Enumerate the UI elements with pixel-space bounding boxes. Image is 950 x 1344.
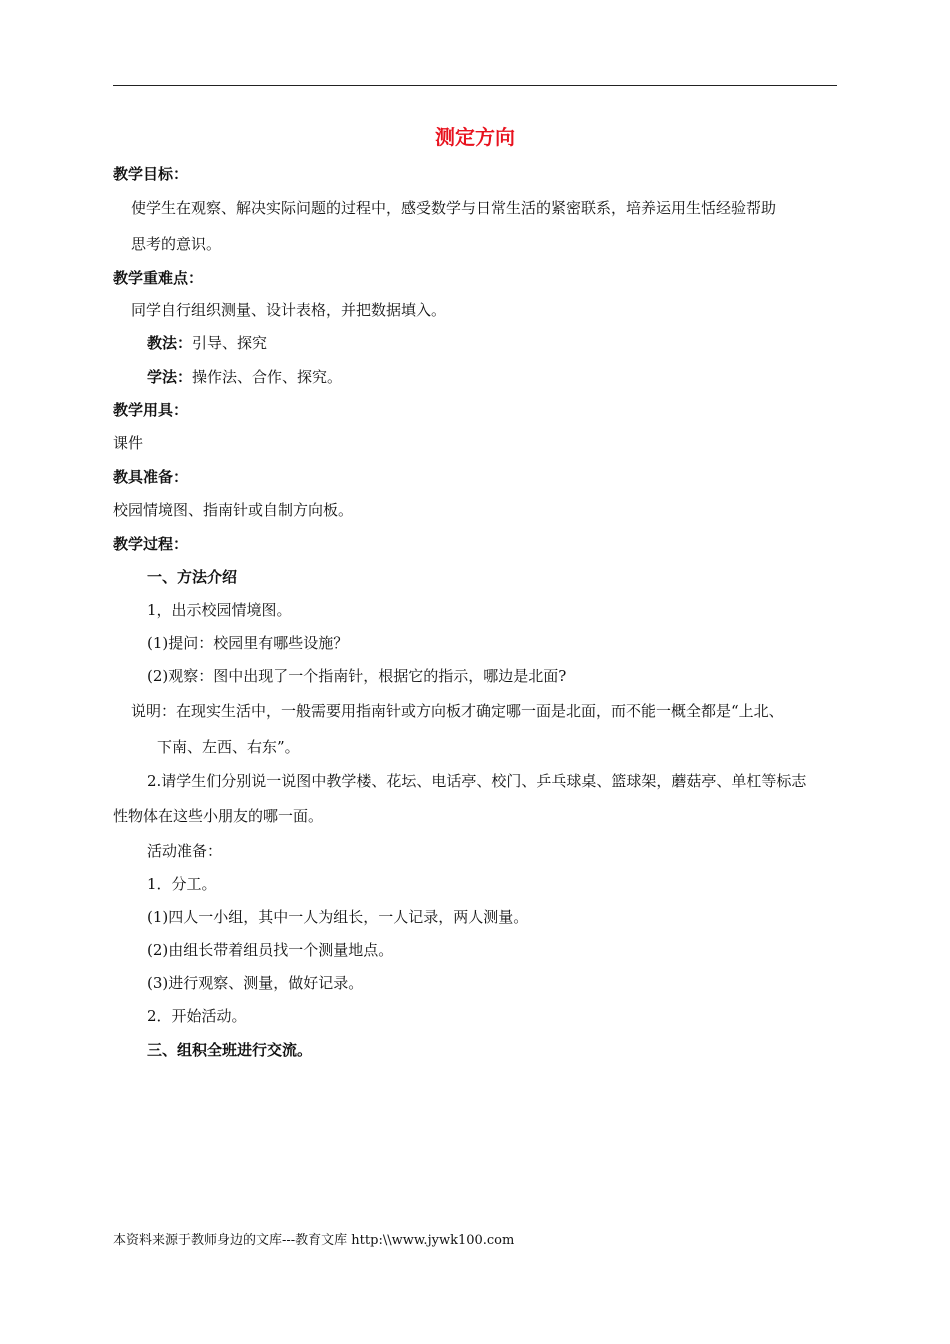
header-rule — [113, 85, 837, 86]
tools-heading: 教学用具： — [113, 401, 189, 419]
process-note-line1: 说明：在现实生活中，一般需要用指南针或方向板才确定哪一面是北面，而不能一概全都是“上北、 — [131, 702, 784, 720]
process-note-line2: 下南、左西、右东”。 — [157, 738, 300, 756]
activity-item1-sub1: (1)四人一小组，其中一人为组长，一人记录，两人测量。 — [147, 908, 529, 926]
process-question2: (2)观察：图中出现了一个指南针，根据它的指示，哪边是北面? — [147, 667, 567, 685]
document-title: 测定方向 — [435, 125, 515, 149]
key-heading: 教学重难点： — [113, 269, 204, 287]
activity-item1: 1．分工。 — [147, 875, 217, 893]
study-method — [147, 367, 342, 387]
study-method-label: 学法： — [147, 368, 193, 386]
process-heading: 教学过程： — [113, 535, 189, 553]
teaching-method-text: 引导、探究 — [192, 334, 268, 352]
goal-text-line1: 使学生在观察、解决实际问题的过程中，感受数学与日常生活的紧密联系，培养运用生恬经验帮助 — [131, 199, 777, 217]
activity-item1-sub2: (2)由组长带着组员找一个测量地点。 — [147, 941, 394, 959]
teaching-method-label: 教法： — [147, 334, 193, 352]
activity-item1-sub3: (3)进行观察、测量，做好记录。 — [147, 974, 364, 992]
process-part3: 三、组积全班进行交流。 — [147, 1041, 313, 1059]
process-question1: (1)提问：校园里有哪些设施？ — [147, 634, 349, 652]
prep-text: 校园情境图、指南针或自制方向板。 — [113, 501, 354, 519]
process-step2-line1: 2.请学生们分别说一说图中教学楼、花坛、电话亭、校门、乒乓球桌、篮球架，蘑菇亭、单杠等标志 — [147, 772, 807, 790]
goal-heading: 教学目标： — [113, 165, 189, 183]
process-part1: 一、方法介绍 — [147, 568, 238, 586]
activity-heading: 活动准备： — [147, 842, 223, 860]
activity-item2: 2．开始活动。 — [147, 1007, 247, 1025]
process-step1: 1，出示校园情境图。 — [147, 601, 292, 619]
goal-text-line2: 思考的意识。 — [131, 235, 222, 253]
study-method-text: 操作法、合作、探究。 — [192, 368, 343, 386]
footer-source: 本资料来源于教师身边的文库---教育文库 http:\\www.jywk100.com — [113, 1233, 515, 1248]
key-text: 同学自行组织测量、设计表格，并把数据填入。 — [131, 301, 447, 319]
process-step2-line2: 性物体在这些小朋友的哪一面。 — [113, 807, 324, 825]
tools-text: 课件 — [113, 434, 144, 452]
teaching-method — [147, 333, 267, 353]
prep-heading: 教具准备： — [113, 468, 189, 486]
